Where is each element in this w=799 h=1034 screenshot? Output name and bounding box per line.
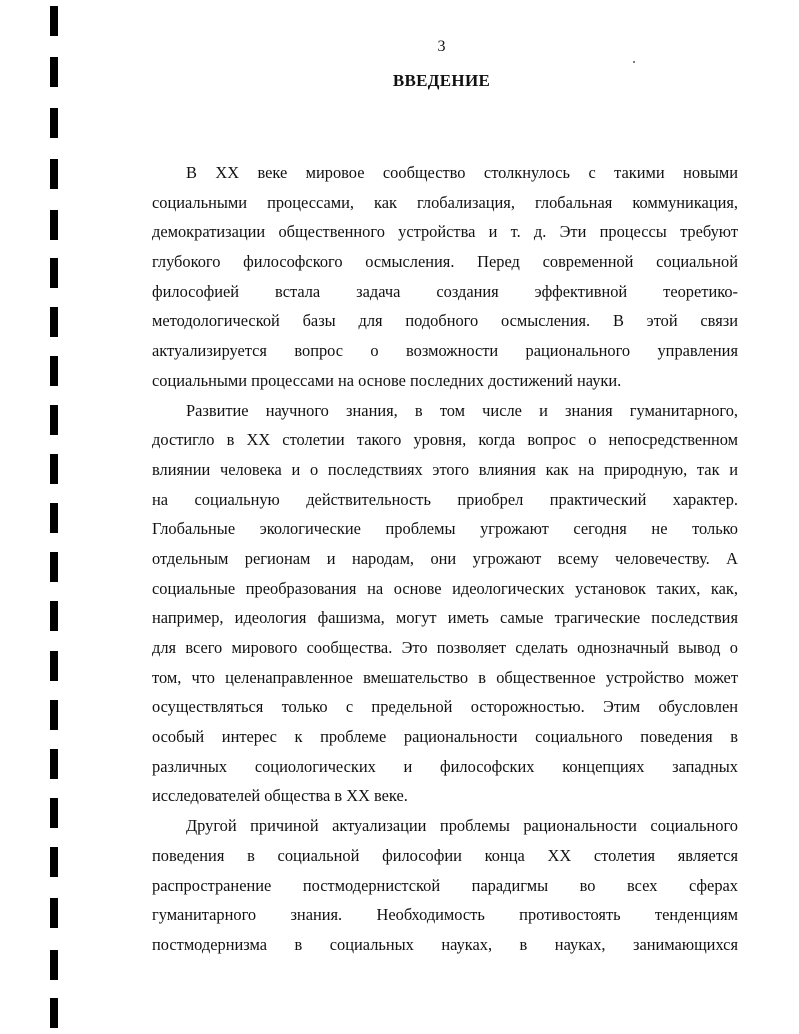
binding-hole <box>50 108 58 138</box>
text-line: том, что целенаправленное вмешательство в общественное устройство может <box>152 667 738 687</box>
text-line: на социальную действительность приобрел практический характер. <box>152 489 738 509</box>
binding-hole <box>50 307 58 337</box>
text-line: Глобальные экологические проблемы угрожают сегодня не только <box>152 519 738 539</box>
text-line: например, идеология фашизма, могут иметь самые трагические последствия <box>152 608 738 628</box>
text-line: Развитие научного знания, в том числе и знания гуманитарного, <box>186 400 738 420</box>
binding-hole <box>50 651 58 681</box>
binding-hole <box>50 700 58 730</box>
page-number: 3 <box>437 38 446 55</box>
text-line: влиянии человека и о последствиях этого влияния как на природную, так и <box>152 459 738 479</box>
binding-hole <box>50 405 58 435</box>
text-line: Другой причиной актуализации проблемы рациональности социального <box>186 816 738 836</box>
binding-hole <box>50 552 58 582</box>
binding-margin <box>0 0 60 1034</box>
text-line: для всего мирового сообщества. Это позволяет сделать однозначный вывод о <box>152 638 738 657</box>
binding-hole <box>50 749 58 779</box>
text-line: социальными процессами на основе последних достижений науки. <box>152 370 622 390</box>
binding-hole <box>50 159 58 189</box>
binding-hole <box>50 454 58 484</box>
binding-hole <box>50 847 58 877</box>
binding-hole <box>50 998 58 1028</box>
binding-hole <box>50 601 58 631</box>
binding-hole <box>50 503 58 533</box>
binding-hole <box>50 798 58 828</box>
text-line: особый интерес к проблеме рациональности социального поведения в <box>152 727 738 747</box>
text-line: поведения в социальной философии конца XX столетия является <box>152 845 738 865</box>
binding-hole <box>50 898 58 928</box>
text-line: гуманитарного знания. Необходимость противостоять тенденциям <box>152 905 738 925</box>
binding-hole <box>50 210 58 240</box>
body-text <box>152 158 738 960</box>
text-line: различных социологических и философских концепциях западных <box>152 756 738 776</box>
text-line: глубокого философского осмысления. Перед современной социальной <box>152 252 738 272</box>
text-line: осуществляться только с предельной осторожностью. Этим обусловлен <box>152 697 738 717</box>
text-line: актуализируется вопрос о возможности рационального управления <box>152 341 738 361</box>
text-line: философией встала задача создания эффективной теоретико- <box>152 281 738 301</box>
scan-speck <box>633 61 635 63</box>
text-line: социальные преобразования на основе идеологических установок таких, как, <box>152 578 738 598</box>
text-line: социальными процессами, как глобализация, глобальная коммуникация, <box>152 192 738 212</box>
text-line: достигло в XX столетии такого уровня, когда вопрос о непосредственном <box>152 430 738 450</box>
text-line: отдельным регионам и народам, они угрожают всему человечеству. А <box>152 548 738 568</box>
text-line: распространение постмодернистской парадигмы во всех сферах <box>152 875 738 895</box>
text-line: методологической базы для подобного осмысления. В этой связи <box>152 311 738 331</box>
binding-hole <box>50 6 58 36</box>
binding-hole <box>50 356 58 386</box>
text-line: демократизации общественного устройства и т. д. Эти процессы требуют <box>152 222 738 242</box>
text-line: исследователей общества в XX веке. <box>152 786 408 806</box>
page-title: ВВЕДЕНИЕ <box>392 71 491 90</box>
binding-hole <box>50 950 58 980</box>
binding-hole <box>50 258 58 288</box>
text-line: постмодернизма в социальных науках, в науках, занимающихся <box>152 934 738 954</box>
text-line: В XX веке мировое сообщество столкнулось с такими новыми <box>186 163 738 182</box>
